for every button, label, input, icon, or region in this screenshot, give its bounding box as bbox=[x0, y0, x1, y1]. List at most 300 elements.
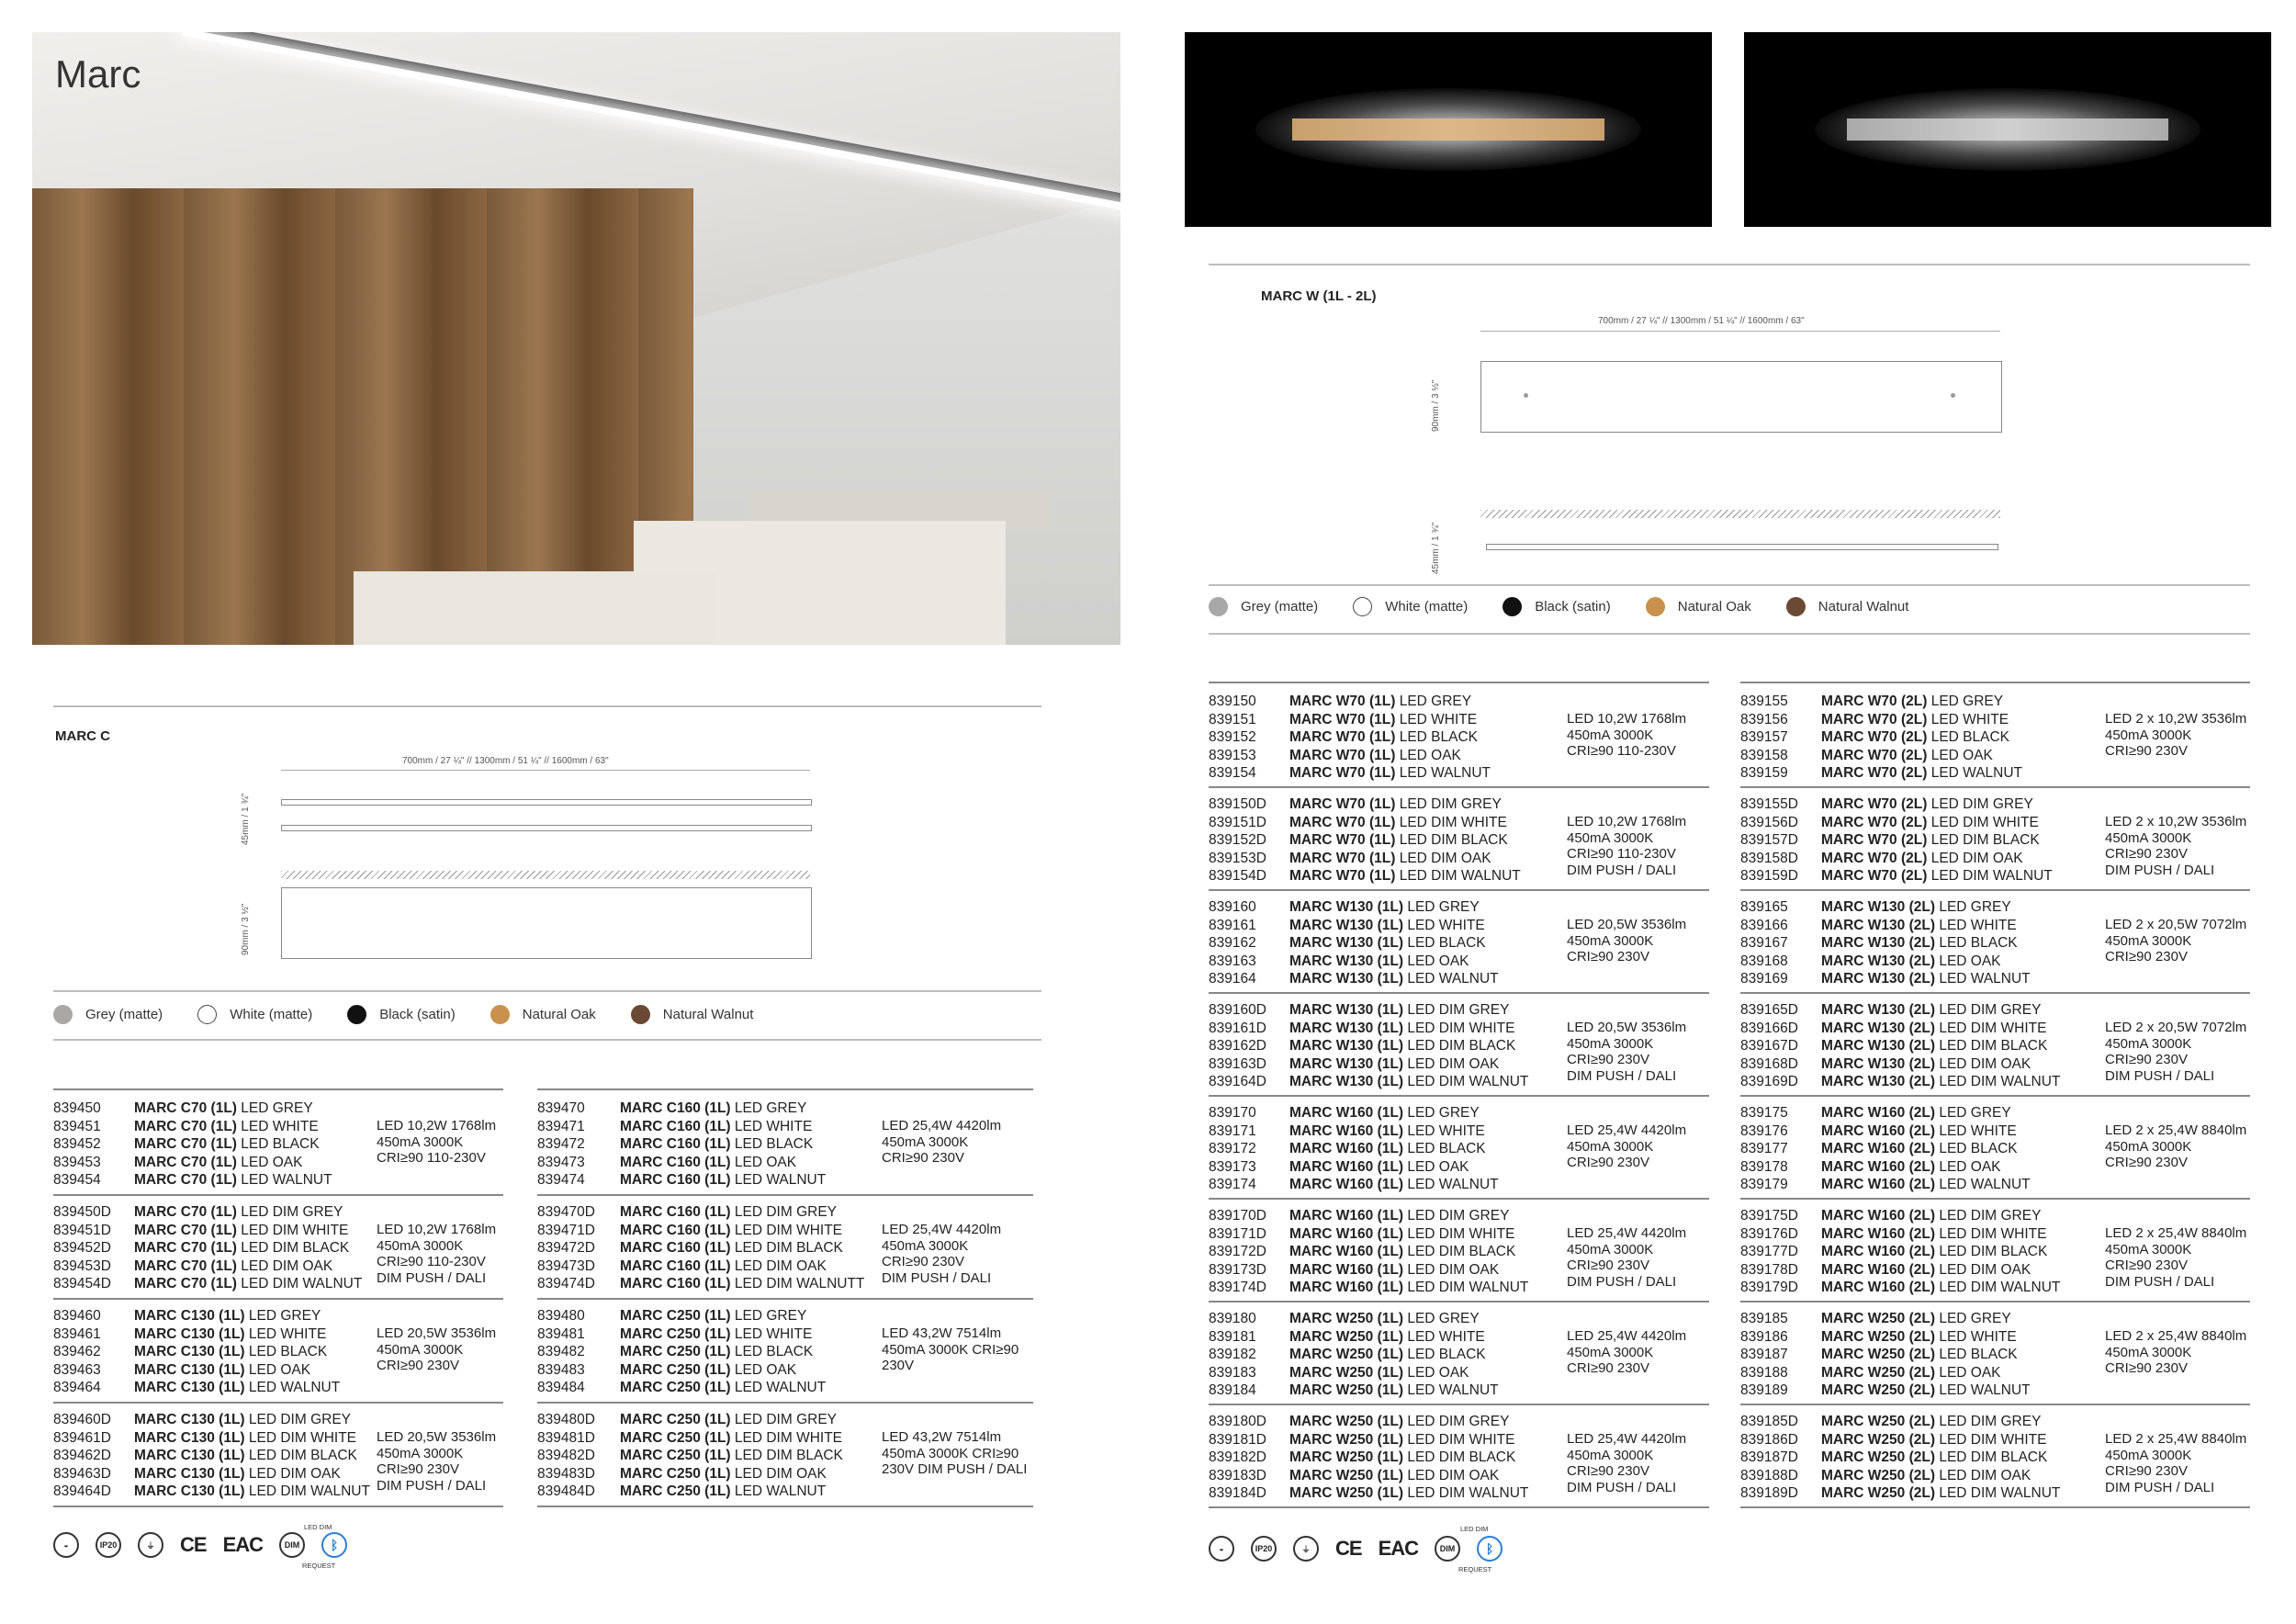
model-name: MARC W160 (2L) bbox=[1821, 1141, 1936, 1156]
swatch-label: Grey (matte) bbox=[85, 1007, 163, 1022]
model-name: MARC C70 (1L) bbox=[134, 1222, 237, 1238]
product-code: 839484 bbox=[537, 1380, 585, 1395]
group-divider bbox=[1209, 1095, 1709, 1097]
product-name bbox=[620, 1307, 806, 1325]
spec-line: 450mA 3000K bbox=[1567, 1241, 1654, 1257]
spec-line: DIM PUSH / DALI bbox=[1567, 862, 1677, 878]
product-code: 839179 bbox=[1740, 1177, 1788, 1192]
product-name bbox=[1821, 1207, 2041, 1225]
product-code: 839166D bbox=[1740, 1020, 1798, 1036]
product-group bbox=[1209, 1104, 1709, 1194]
model-name: MARC W70 (1L) bbox=[1289, 832, 1396, 848]
spec-line: LED 25,4W 4420lm bbox=[1567, 1328, 1687, 1344]
variant-name: LED BLACK bbox=[1407, 935, 1486, 951]
product-name bbox=[1289, 1279, 1528, 1297]
variant-name: LED DIM WALNUT bbox=[1407, 1074, 1529, 1089]
model-name: MARC W160 (2L) bbox=[1821, 1261, 1936, 1278]
product-code: 839451D bbox=[53, 1222, 111, 1238]
dim-icon: DIM bbox=[279, 1532, 305, 1558]
variant-name: LED DIM GREY bbox=[1939, 1002, 2042, 1018]
spec-line: LED 10,2W 1768lm bbox=[377, 1118, 497, 1133]
variant-name: LED BLACK bbox=[734, 1344, 814, 1359]
model-name: MARC W130 (1L) bbox=[1289, 1020, 1404, 1036]
table-row bbox=[1209, 898, 1709, 917]
spec-line: 450mA 3000K bbox=[2105, 1447, 2192, 1463]
model-name: MARC W130 (1L) bbox=[1289, 935, 1404, 951]
variant-name: LED DIM WHITE bbox=[241, 1222, 349, 1238]
group-divider bbox=[537, 1298, 1033, 1300]
model-name: MARC C250 (1L) bbox=[620, 1380, 731, 1395]
spec-block bbox=[2105, 1122, 2246, 1171]
product-name bbox=[1821, 1382, 2031, 1400]
hero-photo bbox=[32, 32, 1120, 645]
variant-name: LED DIM OAK bbox=[734, 1257, 827, 1274]
swatch-black bbox=[347, 1005, 456, 1024]
group-divider bbox=[53, 1506, 503, 1507]
group-divider bbox=[537, 1402, 1033, 1404]
variant-name: LED WALNUT bbox=[241, 1172, 332, 1188]
product-code: 839463 bbox=[53, 1361, 101, 1378]
variant-name: LED DIM WHITE bbox=[1930, 814, 2039, 830]
variant-name: LED WHITE bbox=[1407, 1328, 1485, 1345]
dim-icon: DIM bbox=[1435, 1536, 1460, 1562]
spec-line: CRI≥90 230V bbox=[1567, 949, 1649, 964]
variant-name: LED BLACK bbox=[1399, 729, 1478, 745]
variant-name: LED BLACK bbox=[1930, 729, 2009, 745]
product-code: 839161D bbox=[1209, 1020, 1266, 1036]
product-name bbox=[1821, 1261, 2031, 1280]
model-name: MARC C70 (1L) bbox=[134, 1136, 237, 1152]
profile-top bbox=[281, 799, 812, 806]
model-name: MARC C250 (1L) bbox=[620, 1483, 731, 1499]
model-name: MARC C130 (1L) bbox=[134, 1448, 245, 1463]
product-name bbox=[134, 1343, 327, 1361]
model-name: MARC W160 (1L) bbox=[1289, 1225, 1404, 1242]
dimension-line bbox=[281, 770, 810, 771]
product-name bbox=[1821, 1243, 2047, 1261]
product-code: 839154 bbox=[1209, 765, 1256, 781]
model-name: MARC W130 (1L) bbox=[1289, 1055, 1404, 1072]
variant-name: LED OAK bbox=[1407, 1364, 1469, 1381]
table-row bbox=[537, 1483, 1033, 1501]
group-divider bbox=[1740, 1506, 2250, 1508]
model-name: MARC W250 (2L) bbox=[1821, 1328, 1936, 1345]
model-name: MARC W250 (2L) bbox=[1821, 1449, 1936, 1465]
table-row bbox=[53, 1307, 503, 1325]
spec-line: CRI≥90 230V bbox=[2105, 949, 2188, 964]
product-code: 839175 bbox=[1740, 1105, 1788, 1121]
spec-line: 450mA 3000K bbox=[1567, 1035, 1654, 1052]
product-code: 839174D bbox=[1209, 1280, 1266, 1295]
product-code: 839184D bbox=[1209, 1485, 1266, 1501]
product-code: 839163 bbox=[1209, 953, 1256, 969]
product-group bbox=[53, 1307, 503, 1397]
group-divider bbox=[1740, 992, 2250, 994]
spec-line: LED 10,2W 1768lm bbox=[1567, 711, 1687, 727]
fixture-front bbox=[1480, 361, 2002, 433]
product-name bbox=[134, 1447, 357, 1465]
table-row bbox=[1740, 1176, 2250, 1194]
model-name: MARC W250 (1L) bbox=[1289, 1364, 1404, 1381]
product-name bbox=[1289, 917, 1485, 935]
dimension-line bbox=[1480, 331, 2000, 332]
swatch-label: Natural Walnut bbox=[662, 1007, 754, 1022]
spec-line: CRI≥90 230V bbox=[1567, 1360, 1649, 1376]
product-name bbox=[1821, 747, 1993, 765]
spec-line: DIM PUSH / DALI bbox=[1567, 1273, 1677, 1290]
variant-name: LED DIM GREY bbox=[1399, 796, 1502, 812]
product-name bbox=[1821, 1449, 2047, 1467]
product-code: 839160D bbox=[1209, 1002, 1266, 1018]
table-row bbox=[1740, 1104, 2250, 1122]
table-row bbox=[1740, 1413, 2250, 1431]
product-name bbox=[1821, 1225, 2046, 1244]
group-divider bbox=[537, 1194, 1033, 1196]
table-row bbox=[537, 1379, 1033, 1397]
product-code: 839151D bbox=[1209, 814, 1266, 830]
product-code: 839480D bbox=[537, 1412, 595, 1427]
group-divider bbox=[1209, 1198, 1709, 1200]
variant-name: LED GREY bbox=[1407, 899, 1480, 915]
variant-name: LED WHITE bbox=[248, 1325, 327, 1342]
variant-name: LED DIM OAK bbox=[1407, 1055, 1500, 1072]
table-row bbox=[537, 1171, 1033, 1190]
spec-line: 450mA 3000K bbox=[1567, 727, 1654, 743]
model-name: MARC W130 (1L) bbox=[1289, 1038, 1404, 1054]
model-name: MARC W130 (2L) bbox=[1821, 1038, 1936, 1054]
group-divider bbox=[1740, 1301, 2250, 1303]
spec-block bbox=[377, 1222, 496, 1286]
variant-name: LED GREY bbox=[1930, 694, 2004, 709]
model-name: MARC W70 (2L) bbox=[1821, 694, 1928, 709]
product-code: 839187D bbox=[1740, 1449, 1798, 1465]
product-code: 839460 bbox=[53, 1308, 101, 1324]
table-row bbox=[1209, 1382, 1709, 1400]
variant-name: LED GREY bbox=[734, 1308, 807, 1324]
product-name bbox=[1289, 1020, 1514, 1038]
table-row bbox=[537, 1100, 1033, 1118]
model-name: MARC W70 (2L) bbox=[1821, 868, 1928, 884]
product-code: 839153D bbox=[1209, 850, 1266, 866]
model-name: MARC W130 (1L) bbox=[1289, 971, 1404, 987]
variant-name: LED BLACK bbox=[1939, 935, 2018, 951]
grey-dot bbox=[53, 1005, 73, 1024]
product-name bbox=[134, 1203, 343, 1222]
model-name: MARC W70 (2L) bbox=[1821, 765, 1928, 781]
product-name bbox=[620, 1203, 837, 1222]
product-name bbox=[1289, 1346, 1486, 1364]
variant-name: LED DIM WHITE bbox=[1407, 1020, 1515, 1036]
product-name bbox=[1821, 934, 2018, 953]
product-code: 839167 bbox=[1740, 935, 1788, 951]
product-code: 839170D bbox=[1209, 1208, 1266, 1224]
product-group bbox=[1209, 1413, 1709, 1503]
model-name: MARC C70 (1L) bbox=[134, 1172, 237, 1188]
oak-dot bbox=[1646, 597, 1665, 616]
group-divider bbox=[53, 1402, 503, 1404]
variant-name: LED DIM OAK bbox=[1939, 1055, 2032, 1072]
model-name: MARC W250 (2L) bbox=[1821, 1414, 1936, 1429]
spec-line: CRI≥90 230V bbox=[377, 1461, 459, 1477]
spec-line: LED 2 x 25,4W 8840lm bbox=[2105, 1328, 2247, 1344]
product-name bbox=[1289, 831, 1508, 850]
model-name: MARC W70 (1L) bbox=[1289, 765, 1396, 781]
product-code: 839177D bbox=[1740, 1244, 1798, 1259]
table-row bbox=[53, 1379, 503, 1397]
variant-name: LED BLACK bbox=[1407, 1347, 1486, 1362]
furniture bbox=[354, 571, 716, 645]
variant-name: LED DIM WALNUT bbox=[1939, 1280, 2061, 1295]
product-name bbox=[1821, 814, 2039, 832]
product-code: 839473 bbox=[537, 1154, 585, 1170]
spec-block bbox=[1567, 1431, 1686, 1495]
spec-block bbox=[2105, 917, 2246, 965]
product-name bbox=[134, 1307, 321, 1325]
variant-name: LED DIM GREY bbox=[248, 1412, 351, 1427]
product-name bbox=[1289, 1413, 1509, 1431]
spec-line: LED 43,2W 7514lm bbox=[882, 1325, 1002, 1341]
product-name bbox=[134, 1361, 310, 1380]
spec-line: 450mA 3000K CRI≥90 bbox=[882, 1341, 1019, 1358]
model-name: MARC C70 (1L) bbox=[134, 1154, 237, 1170]
variant-name: LED DIM GREY bbox=[1407, 1002, 1510, 1018]
product-name bbox=[1821, 795, 2033, 814]
table-row bbox=[1740, 795, 2250, 814]
variant-name: LED WALNUT bbox=[1939, 1177, 2031, 1192]
product-code: 839178 bbox=[1740, 1158, 1788, 1175]
table-top-rule bbox=[1740, 682, 2250, 683]
white-dot bbox=[197, 1005, 217, 1024]
swatch-label: Natural Walnut bbox=[1818, 599, 1909, 615]
product-code: 839461D bbox=[53, 1429, 111, 1446]
section-title: MARC W (1L - 2L) bbox=[1261, 288, 1377, 304]
model-name: MARC W160 (1L) bbox=[1289, 1141, 1404, 1156]
spec-line: LED 20,5W 3536lm bbox=[377, 1429, 497, 1445]
product-name bbox=[1821, 970, 2031, 988]
model-name: MARC C160 (1L) bbox=[620, 1118, 731, 1134]
divider bbox=[1209, 633, 2250, 635]
variant-name: LED OAK bbox=[734, 1361, 797, 1378]
spec-line: CRI≥90 110-230V bbox=[1567, 846, 1676, 862]
table-row bbox=[1740, 970, 2250, 988]
product-code: 839156 bbox=[1740, 711, 1788, 727]
product-code: 839169D bbox=[1740, 1074, 1798, 1089]
table-row bbox=[1209, 1413, 1709, 1431]
height-dimension: 90mm / 3 ½" bbox=[241, 903, 251, 955]
product-code: 839173D bbox=[1209, 1261, 1266, 1278]
model-name: MARC C250 (1L) bbox=[620, 1325, 731, 1342]
product-code: 839151 bbox=[1209, 711, 1256, 727]
model-name: MARC W160 (2L) bbox=[1821, 1208, 1936, 1224]
variant-name: LED DIM WHITE bbox=[1399, 814, 1507, 830]
product-code: 839188D bbox=[1740, 1467, 1798, 1483]
variant-name: LED GREY bbox=[1407, 1105, 1480, 1121]
model-name: MARC W250 (2L) bbox=[1821, 1485, 1936, 1501]
product-name bbox=[1821, 1020, 2046, 1038]
model-name: MARC W250 (1L) bbox=[1289, 1431, 1404, 1448]
lamp-oak bbox=[1292, 118, 1604, 141]
spec-block bbox=[377, 1118, 496, 1167]
spec-line: LED 2 x 10,2W 3536lm bbox=[2105, 814, 2247, 829]
model-name: MARC W160 (1L) bbox=[1289, 1158, 1404, 1175]
swatch-label: Natural Oak bbox=[522, 1007, 596, 1022]
wall-hatch bbox=[1480, 510, 2000, 518]
product-code: 839483 bbox=[537, 1361, 585, 1378]
model-name: MARC C160 (1L) bbox=[620, 1154, 731, 1170]
product-code: 839159 bbox=[1740, 765, 1788, 781]
product-name bbox=[1289, 850, 1491, 868]
swatch-oak bbox=[490, 1005, 596, 1024]
table-row bbox=[1740, 1207, 2250, 1225]
product-name bbox=[1289, 953, 1469, 971]
group-divider bbox=[53, 1298, 503, 1300]
product-name bbox=[1289, 867, 1521, 885]
model-name: MARC C70 (1L) bbox=[134, 1204, 237, 1220]
spec-line: CRI≥90 230V bbox=[2105, 1257, 2188, 1273]
table-row bbox=[1209, 795, 1709, 814]
variant-name: LED BLACK bbox=[1939, 1141, 2018, 1156]
spec-line: CRI≥90 230V bbox=[2105, 1463, 2188, 1479]
product-code: 839187 bbox=[1740, 1347, 1788, 1362]
variant-name: LED WALNUT bbox=[734, 1380, 827, 1395]
product-code: 839182 bbox=[1209, 1347, 1256, 1362]
spec-line: DIM PUSH / DALI bbox=[2105, 1479, 2215, 1495]
spec-line: DIM PUSH / DALI bbox=[2105, 1273, 2215, 1290]
product-code: 839482D bbox=[537, 1448, 595, 1463]
variant-name: LED DIM OAK bbox=[1939, 1467, 2032, 1483]
color-swatches bbox=[53, 1005, 788, 1024]
model-name: MARC W160 (2L) bbox=[1821, 1158, 1936, 1175]
spec-block bbox=[2105, 1225, 2246, 1290]
variant-name: LED DIM WALNUT bbox=[1407, 1280, 1529, 1295]
product-name bbox=[1289, 814, 1507, 832]
spec-line: CRI≥90 230V bbox=[2105, 743, 2188, 759]
swatch-label: Black (satin) bbox=[1535, 599, 1611, 615]
variant-name: LED DIM BLACK bbox=[1939, 1244, 2048, 1259]
spec-line: 450mA 3000K bbox=[2105, 932, 2192, 949]
variant-name: LED DIM GREY bbox=[1939, 1414, 2042, 1429]
product-name bbox=[1821, 850, 2023, 868]
table-row bbox=[1740, 693, 2250, 711]
group-divider bbox=[537, 1506, 1033, 1507]
table-row bbox=[53, 1411, 503, 1429]
product-code: 839160 bbox=[1209, 899, 1256, 915]
model-name: MARC W70 (2L) bbox=[1821, 711, 1928, 727]
product-group bbox=[1209, 898, 1709, 988]
product-code: 839157 bbox=[1740, 729, 1788, 745]
product-code: 839178D bbox=[1740, 1261, 1798, 1278]
cert-icons bbox=[1209, 1536, 1519, 1562]
product-code: 839471 bbox=[537, 1118, 585, 1134]
variant-name: LED DIM BLACK bbox=[241, 1240, 350, 1256]
product-name bbox=[1289, 1122, 1485, 1141]
product-name bbox=[1821, 1055, 2031, 1074]
group-divider bbox=[1740, 1095, 2250, 1097]
product-name bbox=[620, 1361, 796, 1380]
product-name bbox=[134, 1100, 313, 1118]
variant-name: LED DIM OAK bbox=[1407, 1261, 1500, 1278]
product-code: 839471D bbox=[537, 1222, 595, 1238]
variant-name: LED DIM WHITE bbox=[1939, 1225, 2047, 1242]
spec-block bbox=[1567, 711, 1686, 760]
group-divider bbox=[1209, 1301, 1709, 1303]
product-code: 839452 bbox=[53, 1136, 101, 1152]
product-code: 839152 bbox=[1209, 729, 1256, 745]
product-group bbox=[537, 1203, 1033, 1293]
variant-name: LED GREY bbox=[734, 1100, 807, 1116]
model-name: MARC C250 (1L) bbox=[620, 1361, 731, 1378]
product-name bbox=[620, 1379, 826, 1397]
product-code: 839168D bbox=[1740, 1055, 1798, 1072]
grey-dot bbox=[1209, 597, 1228, 616]
model-name: MARC C130 (1L) bbox=[134, 1308, 245, 1324]
product-code: 839164D bbox=[1209, 1074, 1266, 1089]
model-name: MARC W250 (2L) bbox=[1821, 1431, 1936, 1448]
variant-name: LED DIM BLACK bbox=[1407, 1038, 1516, 1054]
product-code: 839158D bbox=[1740, 850, 1798, 866]
model-name: MARC C250 (1L) bbox=[620, 1412, 731, 1427]
table-row bbox=[53, 1171, 503, 1190]
spec-line: 230V DIM PUSH / DALI bbox=[882, 1461, 1028, 1477]
product-name bbox=[620, 1118, 812, 1136]
model-name: MARC C160 (1L) bbox=[620, 1136, 731, 1152]
variant-name: LED WALNUT bbox=[1939, 1382, 2031, 1398]
swatch-oak bbox=[1646, 597, 1751, 616]
product-code: 839453 bbox=[53, 1154, 101, 1170]
product-name bbox=[1821, 693, 2003, 711]
product-group bbox=[1209, 1207, 1709, 1297]
spec-line: CRI≥90 230V bbox=[2105, 1052, 2188, 1067]
variant-name: LED GREY bbox=[1939, 1105, 2011, 1121]
model-name: MARC W160 (1L) bbox=[1289, 1105, 1404, 1121]
group-divider bbox=[1209, 992, 1709, 994]
fixture-profile bbox=[1486, 544, 1998, 550]
variant-name: LED BLACK bbox=[1407, 1141, 1486, 1156]
table-row bbox=[53, 1100, 503, 1118]
product-code: 839464D bbox=[53, 1483, 111, 1499]
model-name: MARC W70 (1L) bbox=[1289, 868, 1396, 884]
model-name: MARC C130 (1L) bbox=[134, 1380, 245, 1395]
swatch-grey bbox=[53, 1005, 163, 1024]
spec-block bbox=[1567, 814, 1686, 878]
product-name bbox=[1821, 711, 2009, 729]
model-name: MARC W250 (1L) bbox=[1289, 1328, 1404, 1345]
product-name bbox=[620, 1343, 813, 1361]
product-code: 839480 bbox=[537, 1308, 585, 1324]
height-dimension: 45mm / 1 ¾" bbox=[1431, 522, 1441, 574]
spec-line: DIM PUSH / DALI bbox=[882, 1269, 992, 1286]
swatch-walnut bbox=[1786, 597, 1909, 616]
table-row bbox=[1740, 898, 2250, 917]
product-name bbox=[1821, 1001, 2041, 1020]
variant-name: LED WHITE bbox=[1399, 711, 1478, 727]
variant-name: LED GREY bbox=[241, 1100, 313, 1116]
table-row bbox=[1209, 693, 1709, 711]
variant-name: LED WALNUT bbox=[1399, 765, 1491, 781]
length-dimension: 700mm / 27 ¼" // 1300mm / 51 ¼" // 1600mm / 63" bbox=[402, 756, 609, 766]
product-name bbox=[134, 1275, 362, 1293]
spec-line: LED 20,5W 3536lm bbox=[1567, 917, 1687, 932]
product-code: 839157D bbox=[1740, 832, 1798, 848]
variant-name: LED WHITE bbox=[1407, 1122, 1485, 1139]
swatch-white bbox=[1353, 597, 1468, 616]
spec-line: LED 25,4W 4420lm bbox=[1567, 1122, 1687, 1138]
variant-name: LED WALNUT bbox=[1407, 971, 1499, 987]
eac-icon: EAC bbox=[1378, 1537, 1419, 1560]
variant-name: LED DIM OAK bbox=[1399, 850, 1491, 866]
variant-name: LED WALNUT bbox=[1407, 1382, 1499, 1398]
group-divider bbox=[1209, 889, 1709, 891]
